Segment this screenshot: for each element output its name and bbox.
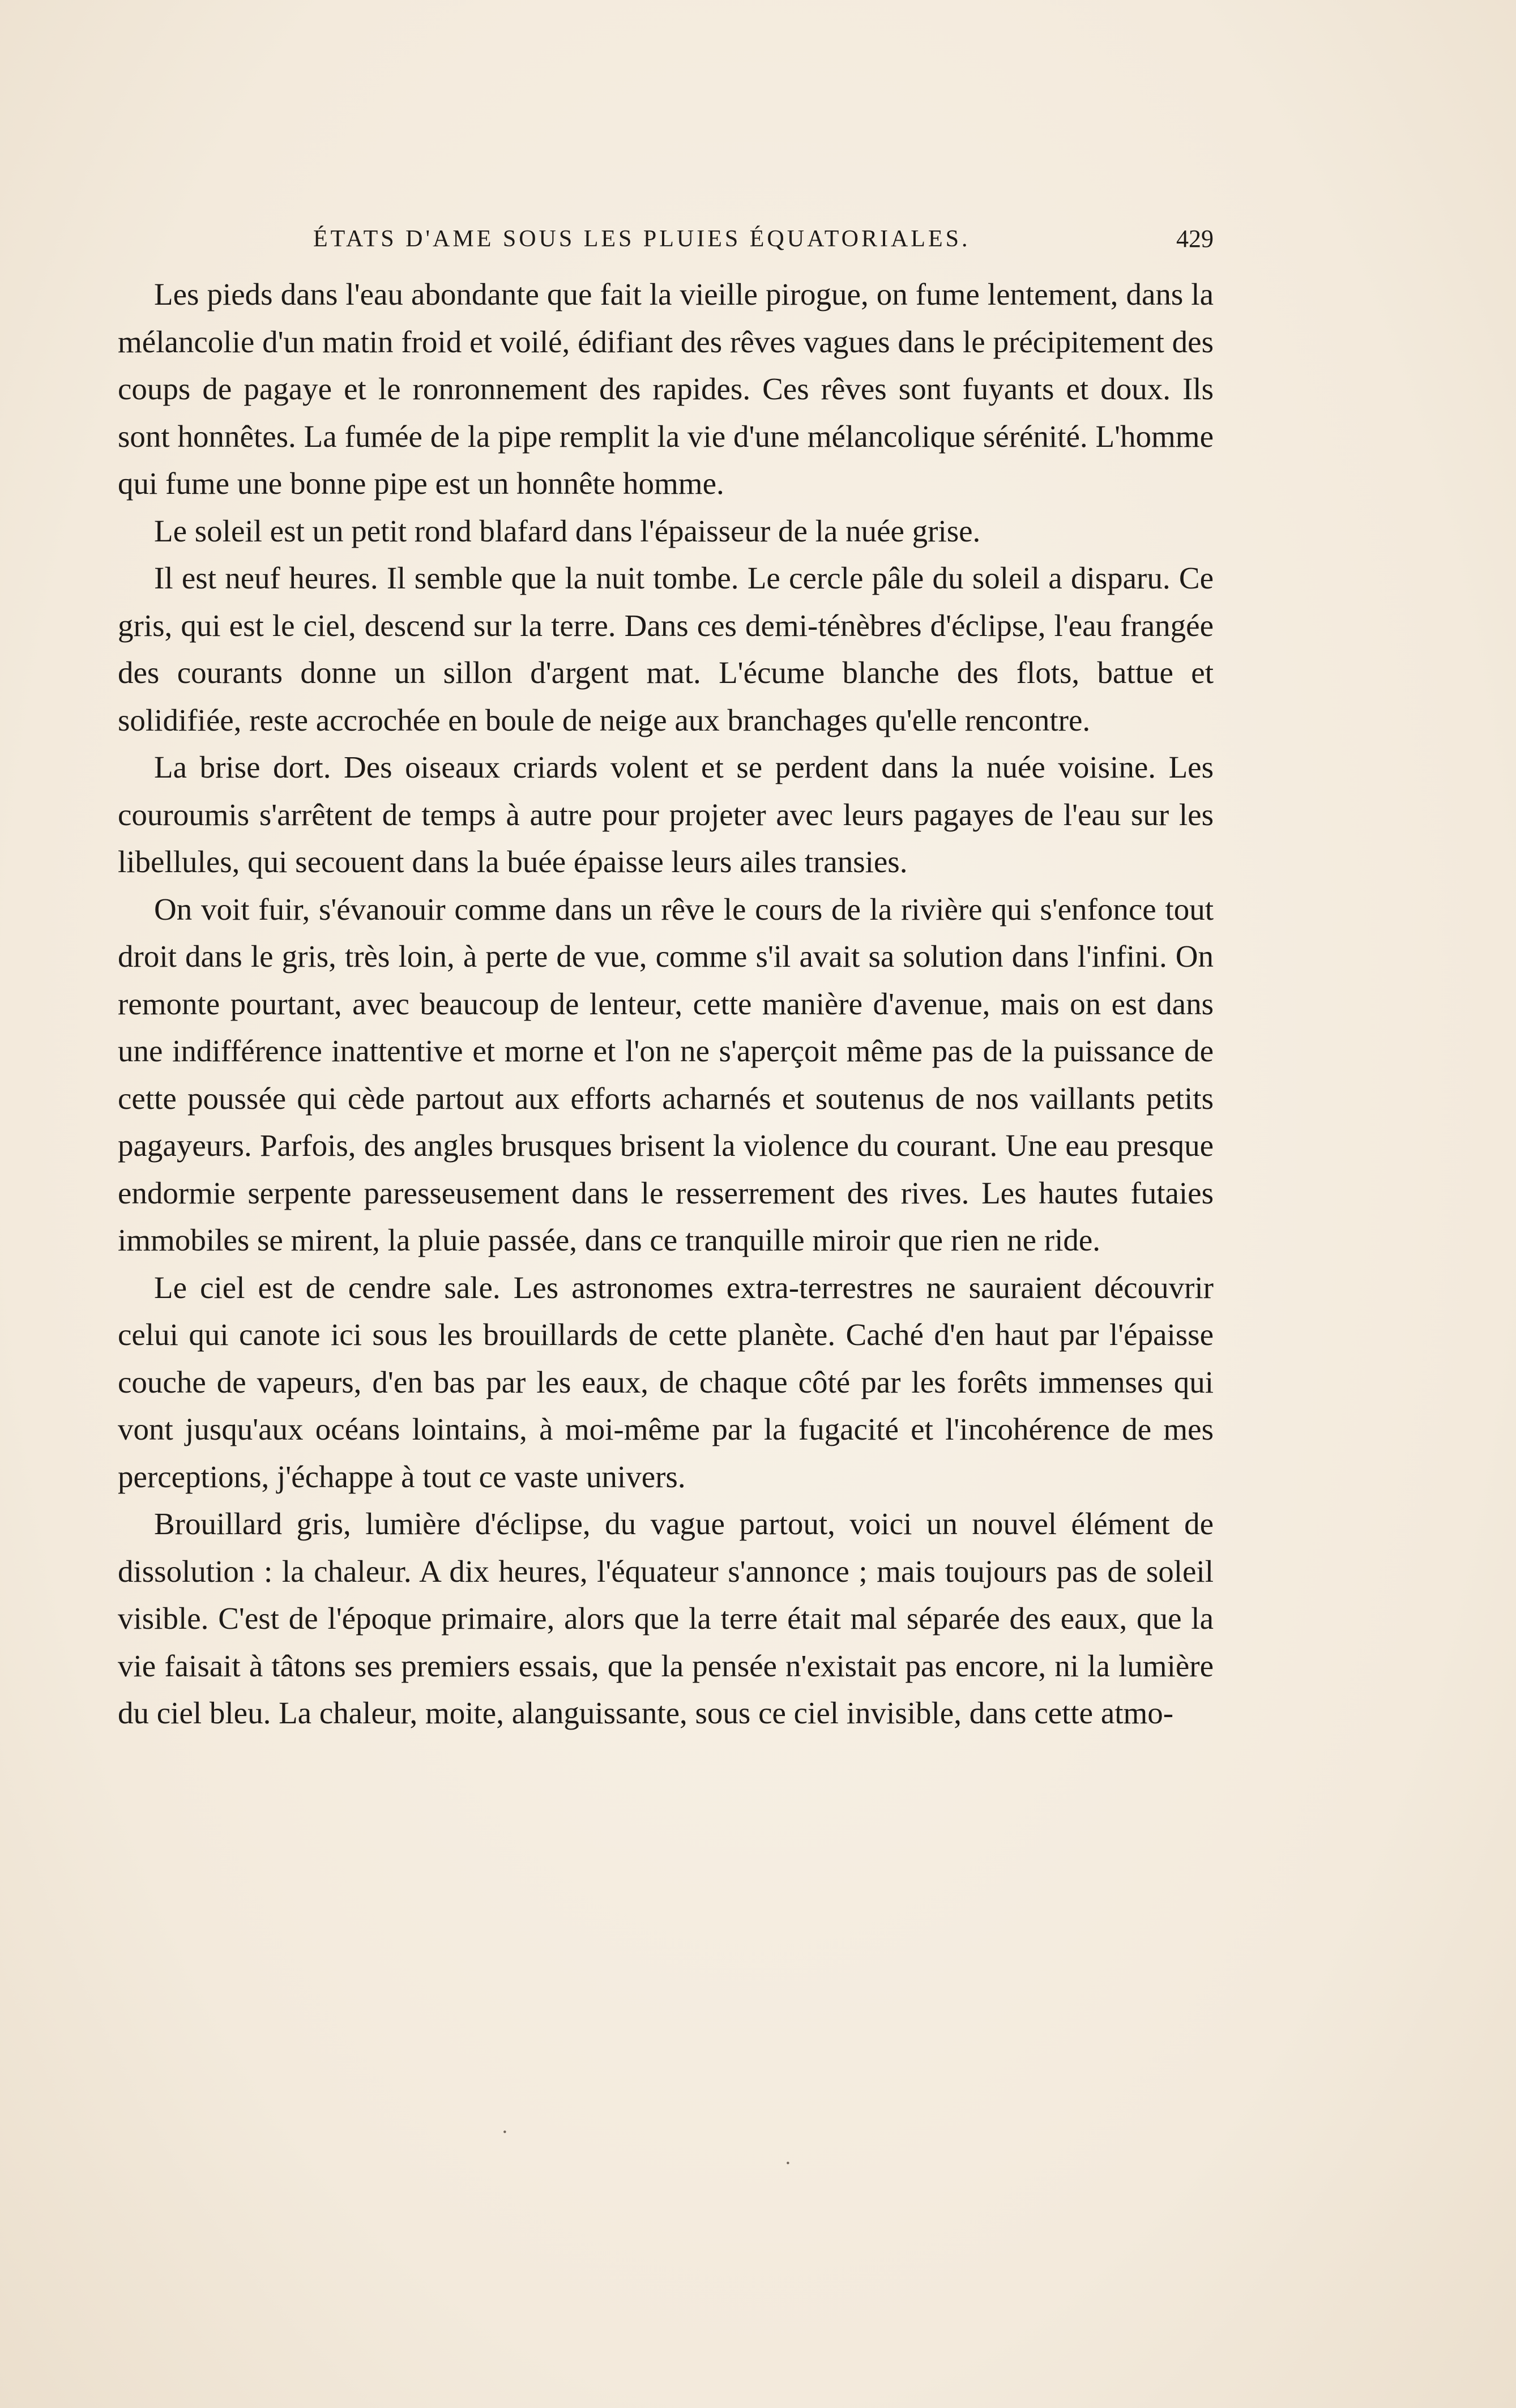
paragraph: Les pieds dans l'eau abondante que fait la vieille pirogue, on fume lentement, dans la mélancolie d'un matin froid et voilé, édifiant des rêves vagues dans le précipitement des coups de pagaye et le ronronnement des rapides. Ces rêves sont fuyants et doux. Ils sont honnêtes. La fumée de la pipe remplit la vie d'une mélancolique sérénité. L'homme qui fume une bonne pipe est un honnête homme. (118, 277, 1214, 501)
page-number: 429 (1176, 225, 1214, 253)
running-head (118, 222, 1214, 256)
body-text (118, 271, 1214, 1737)
ink-speck: · (785, 2152, 791, 2175)
ink-speck: · (502, 2121, 508, 2144)
paragraph: La brise dort. Des oiseaux criards volent et se perdent dans la nuée voisine. Les couroumis s'arrêtent de temps à autre pour projeter avec leurs pagayes de l'eau sur les libellules, qui secouent dans la buée épaisse leurs ailes transies. (118, 750, 1214, 879)
paragraph: On voit fuir, s'évanouir comme dans un rêve le cours de la rivière qui s'enfonce tout droit dans le gris, très loin, à perte de vue, comme s'il avait sa solution dans l'infini. On remonte pourtant, avec beaucoup de lenteur, cette manière d'avenue, mais on est dans une indifférence inattentive et morne et l'on ne s'aperçoit même pas de la puissance de cette poussée qui cède partout aux efforts acharnés et soutenus de nos vaillants petits pagayeurs. Parfois, des angles brusques brisent la violence du courant. Une eau presque endormie serpente paresseusement dans le resserrement des rives. Les hautes futaies immobiles se mirent, la pluie passée, dans ce tranquille miroir que rien ne ride. (118, 891, 1214, 1257)
paragraph: Brouillard gris, lumière d'éclipse, du vague partout, voici un nouvel élément de dissolution : la chaleur. A dix heures, l'équateur s'annonce ; mais toujours pas de soleil visible. C'est de l'époque primaire, alors que la terre était mal séparée des eaux, que la vie faisait à tâtons ses premiers essais, que la pensée n'existait pas encore, ni la lumière du ciel bleu. La chaleur, moite, alanguissante, sous ce ciel invisible, dans cette atmo- (118, 1506, 1214, 1730)
paragraph: Il est neuf heures. Il semble que la nuit tombe. Le cercle pâle du soleil a disparu. Ce gris, qui est le ciel, descend sur la terre. Dans ces demi-ténèbres d'éclipse, l'eau frangée des courants donne un sillon d'argent mat. L'écume blanche des flots, battue et solidifiée, reste accrochée en boule de neige aux branchages qu'elle rencontre. (118, 561, 1214, 737)
paragraph: Le soleil est un petit rond blafard dans l'épaisseur de la nuée grise. (154, 513, 981, 548)
paragraph: Le ciel est de cendre sale. Les astronomes extra-terrestres ne sauraient découvrir celui qui canote ici sous les brouillards de cette planète. Caché d'en haut par l'épaisse couche de vapeurs, d'en bas par les eaux, de chaque côté par les forêts immenses qui vont jusqu'aux océans lointains, à moi-même par la fugacité et l'incohérence de mes perceptions, j'échappe à tout ce vaste univers. (118, 1270, 1214, 1494)
running-title: ÉTATS D'AME SOUS LES PLUIES ÉQUATORIALES. (313, 226, 971, 252)
